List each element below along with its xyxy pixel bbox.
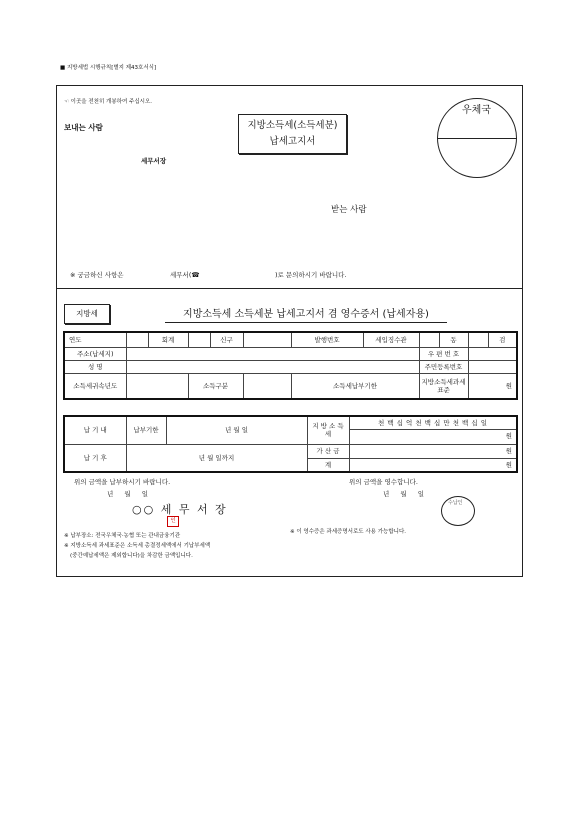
- postage-stamp-line: [437, 138, 517, 139]
- surcharge-value: 원: [349, 444, 517, 458]
- income-tax-deadline-label: 소득세납부기한: [291, 373, 419, 399]
- tax-base-note-2: (중간예납세액은 제외합니다)을 차감한 금액입니다.: [70, 553, 193, 559]
- receipt-confirmation: 위의 금액을 영수합니다.: [349, 478, 418, 486]
- due-date-value: 년 월 일: [166, 416, 307, 444]
- name-label: 성 명: [64, 360, 126, 373]
- receipt-date: 년 월 일: [383, 490, 424, 498]
- section-divider: [56, 288, 523, 289]
- total-value: 원: [349, 458, 517, 472]
- request-date: 년 월 일: [107, 490, 148, 498]
- local-income-tax-label: 지 방 소 득 세: [307, 416, 349, 444]
- year-value: [126, 332, 148, 347]
- within-due-label: 납 기 내: [64, 416, 126, 444]
- account-label: 회계: [148, 332, 188, 347]
- receiver-stamp-label: 수납인: [448, 500, 463, 506]
- issue-number-label: 발행번호: [291, 332, 363, 347]
- regulation-note: ■ 지방세법 시행규칙[별지 제43호서식]: [60, 65, 157, 71]
- after-due-date: 년 월 일까지: [126, 444, 307, 472]
- tax-base-note-1: ※ 지방소득세 과세표준은 소득세 총결정세액에서 기납부세액: [64, 543, 211, 549]
- payment-place-note: ※ 납부장소: 전국우체국·농협 또는 관내금융기관: [64, 533, 181, 539]
- check-label: 검: [488, 332, 517, 347]
- table-row: [64, 416, 517, 444]
- check-value: [468, 332, 488, 347]
- tax-office-head: 세무서장: [141, 157, 167, 165]
- receipt-title: 지방소득세 소득세분 납세고지서 겸 영수증서 (납세자용): [165, 305, 447, 323]
- postal-code-value: [468, 347, 517, 360]
- tax-base-label: 지방소득세과세표준: [419, 373, 468, 399]
- table-row: [64, 360, 517, 373]
- postal-code-label: 우 편 번 호: [419, 347, 468, 360]
- table-row: [64, 444, 517, 458]
- envelope-title-line2: 납세고지서: [269, 136, 316, 147]
- account-value: [188, 332, 210, 347]
- new-old-value: [243, 332, 291, 347]
- income-type-value: [243, 373, 291, 399]
- table-row: [64, 332, 517, 347]
- after-due-label: 납 기 후: [64, 444, 126, 472]
- name-value: [126, 360, 419, 373]
- local-tax-tag: 지방세: [64, 304, 110, 324]
- payment-table: [63, 415, 518, 473]
- year-label: 연도: [64, 332, 126, 347]
- dong-label: 동: [439, 332, 468, 347]
- taxpayer-info-table: [63, 331, 518, 400]
- tax-base-value: 원: [468, 373, 517, 399]
- recipient-label: 받는 사람: [331, 205, 367, 215]
- total-label: 계: [307, 458, 349, 472]
- official-seal: 인: [167, 516, 179, 527]
- address-value: [126, 347, 419, 360]
- post-office-label: 우체국: [462, 105, 491, 116]
- inquiry-office: 세무서(☎: [170, 271, 200, 279]
- inquiry-prefix: ※ 궁금하신 사항은: [70, 271, 124, 279]
- tax-amount-cell: [349, 416, 517, 444]
- table-row: [64, 373, 517, 399]
- tax-office-seal-text: ○○ 세 무 서 장: [132, 503, 228, 516]
- envelope-title-box: [238, 114, 347, 154]
- income-year-value: [126, 373, 188, 399]
- resident-number-value: [468, 360, 517, 373]
- inquiry-suffix: )로 문의하시기 바랍니다.: [275, 271, 347, 279]
- surcharge-label: 가 산 금: [307, 444, 349, 458]
- envelope-title-line1: 지방소득세(소득세분): [247, 120, 338, 131]
- address-label: 주소(납세지): [64, 347, 126, 360]
- sender-label: 보내는 사람: [64, 123, 103, 132]
- income-type-label: 소득구분: [188, 373, 243, 399]
- table-row: [64, 347, 517, 360]
- resident-number-label: 주민등록번호: [419, 360, 468, 373]
- collector-label: 세입징수관: [363, 332, 419, 347]
- digit-scale-header: 천 백 십 억 천 백 십 만 천 백 십 일: [350, 417, 517, 430]
- due-date-label: 납부기한: [126, 416, 166, 444]
- income-year-label: 소득세귀속년도: [64, 373, 126, 399]
- dong-value: [419, 332, 439, 347]
- receipt-proof-note: ※ 이 영수증은 과세증명서로도 사용 가능합니다.: [290, 529, 407, 535]
- open-instruction: ☜ 이곳을 전천히 개봉하여 주십시오.: [64, 99, 153, 105]
- new-old-label: 신구: [210, 332, 243, 347]
- payment-request: 위의 금액을 납부하시기 바랍니다.: [74, 478, 171, 486]
- tax-amount-value: 원: [505, 432, 512, 441]
